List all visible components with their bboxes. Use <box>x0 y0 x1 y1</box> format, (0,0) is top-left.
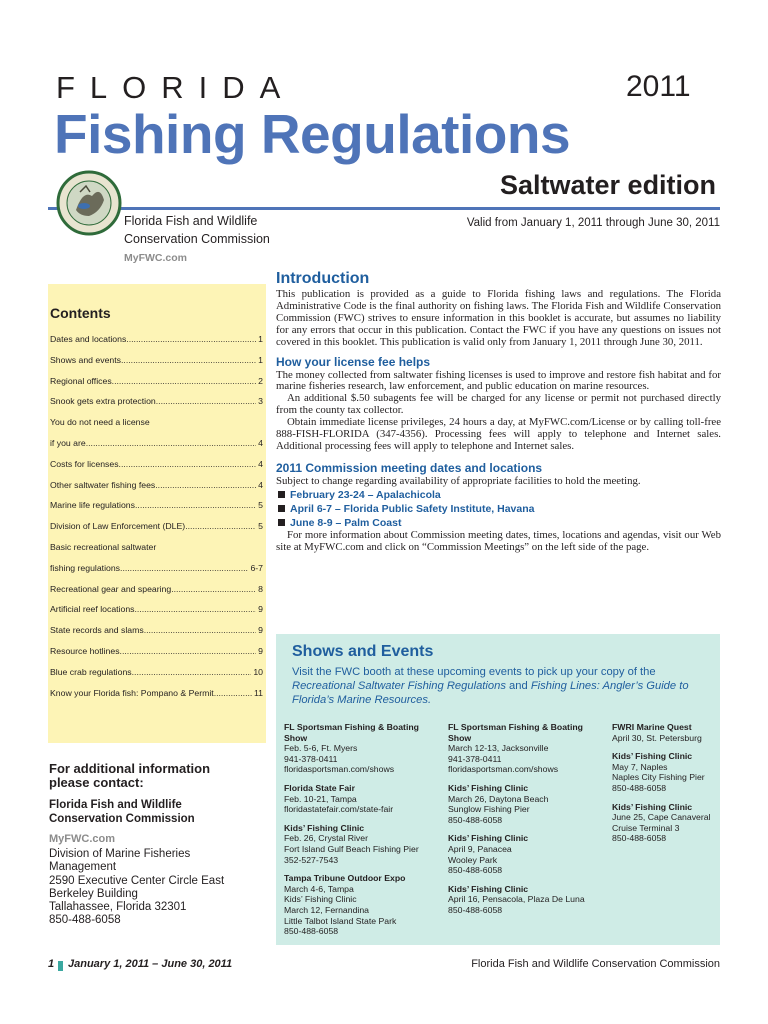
shows-column-2 <box>448 722 608 924</box>
contents-item[interactable] <box>50 579 263 600</box>
additional-info <box>49 762 269 928</box>
event-entry <box>284 823 444 865</box>
additional-org <box>49 798 269 826</box>
event-detail: June 25, Cape Canaveral <box>612 812 711 823</box>
event-detail: 850-488-6058 <box>612 782 667 793</box>
event-title: Kids’ Fishing Clinic <box>448 782 529 793</box>
contents-item[interactable] <box>50 371 263 392</box>
contents-item-label: Dates and locations. <box>50 334 129 344</box>
contents-item-label: fishing regulations <box>50 562 121 573</box>
event-detail: 941-378-0411 <box>284 753 338 764</box>
org-name-line2: Conservation Commission <box>124 232 270 246</box>
event-detail: April 9, Panacea <box>448 843 512 854</box>
contents-item-label: Marine life regulations <box>50 500 135 511</box>
contents-item[interactable] <box>50 683 263 704</box>
contents-item-page: 9 <box>258 604 263 615</box>
meetings-heading: 2011 Commission meeting dates and locations <box>276 460 543 475</box>
contents-item[interactable] <box>50 412 263 433</box>
validity-dates: Valid from January 1, 2011 through June 30, 2011 <box>466 217 720 229</box>
license-paragraph-3: Obtain immediate license privileges, 24 hours a day, at MyFWC.com/License or by calling toll-free 888-FISH-FLORIDA (347-4356). Processing fees will apply to telephone and Internet sales. Additional processing fees will apply to telephone and Internet sales. <box>276 416 721 452</box>
contents-item[interactable] <box>50 537 263 558</box>
website-link[interactable]: MyFWC.com <box>124 252 187 264</box>
contents-item-page: 2 <box>258 375 263 386</box>
contents-item-page: 9 <box>258 625 263 636</box>
contents-item-page: 9 <box>258 645 263 656</box>
contents-item-page: 4 <box>258 458 263 469</box>
contents-item-label: Division of Law Enforcement (DLE) <box>50 521 186 532</box>
footer-org: Florida Fish and Wildlife Conservation Commission <box>471 958 720 970</box>
regulations-title: Recreational Saltwater Fishing Regulations <box>292 680 506 692</box>
address-line: Division of Marine Fisheries <box>49 848 191 860</box>
contents-box <box>48 284 266 743</box>
event-entry <box>612 802 716 844</box>
contents-item-label: Artificial reef locations <box>50 604 135 615</box>
event-detail: March 12-13, Jacksonville <box>448 743 549 754</box>
contents-item-page: 1 <box>258 354 263 365</box>
event-detail: March 4-6, Tampa <box>284 883 354 894</box>
contents-item-label: Resource hotlines <box>50 645 120 656</box>
event-entry <box>284 783 444 815</box>
contents-item[interactable] <box>50 495 263 516</box>
shows-intro-and: and <box>505 680 531 692</box>
contents-item[interactable] <box>50 599 263 620</box>
additional-heading-line2: please contact: <box>49 775 144 790</box>
event-detail: floridasportsman.com/shows <box>448 764 559 775</box>
contents-item-leader <box>155 475 256 496</box>
meeting-item: June 8-9 – Palm Coast <box>276 516 721 530</box>
event-entry <box>612 751 716 793</box>
contents-item[interactable] <box>50 454 263 475</box>
event-detail: Feb. 10-21, Tampa <box>284 793 357 804</box>
address-line: 850-488-6058 <box>49 914 121 927</box>
contents-item-page: 6-7 <box>250 562 263 573</box>
contents-item-leader <box>120 558 248 579</box>
address-line: 2590 Executive Center Circle East <box>49 874 225 887</box>
event-title: FL Sportsman Fishing & Boating Show <box>448 722 583 743</box>
event-detail: 850-488-6058 <box>448 904 503 915</box>
fwc-seal-icon <box>56 166 122 240</box>
event-detail: 941-378-0411 <box>448 753 502 764</box>
contents-item-label: Basic recreational saltwater <box>50 541 157 552</box>
contents-item-page: 8 <box>258 583 263 594</box>
event-detail: Cruise Terminal 3 <box>612 822 680 833</box>
event-detail: Wooley Park <box>448 854 498 865</box>
contents-item-leader <box>144 620 256 641</box>
main-column <box>276 268 721 554</box>
contents-item-label: Costs for licenses. <box>50 458 121 469</box>
org-name <box>124 212 270 248</box>
contents-item-leader <box>129 329 256 350</box>
page-number: 1 <box>48 958 55 970</box>
mailing-address <box>49 848 269 928</box>
contents-item-page: 5 <box>258 500 263 511</box>
additional-heading <box>49 762 269 790</box>
event-detail: Feb. 5-6, Ft. Myers <box>284 743 358 754</box>
contents-item-page: 11 <box>253 687 263 698</box>
contents-item-label: Snook gets extra protection <box>50 396 156 407</box>
event-title: Tampa Tribune Outdoor Expo <box>284 873 406 884</box>
event-detail: 352-527-7543 <box>284 854 339 865</box>
contents-item-label: if you are <box>50 437 86 448</box>
address-line: Tallahassee, Florida 32301 <box>49 901 187 914</box>
footer-date-range: January 1, 2011 – June 30, 2011 <box>68 958 233 970</box>
contents-item-leader <box>114 371 256 392</box>
contents-item-label: You do not need a license <box>50 417 150 428</box>
contents-item-page: 1 <box>258 334 263 344</box>
meetings-more-info: For more information about Commission meeting dates, times, locations and agendas, visit our Web site at MyFWC.com and click on “Commission Meetings” on the left side of the page. <box>276 528 721 553</box>
contents-item-label: Other saltwater fishing fees <box>50 479 156 490</box>
shows-heading: Shows and Events <box>292 643 434 660</box>
contents-item-label: Recreational gear and spearing <box>50 583 172 594</box>
org-name-line1: Florida Fish and Wildlife <box>124 214 258 228</box>
contents-item-page: 4 <box>258 479 263 490</box>
meeting-item: February 23-24 – Apalachicola <box>276 488 721 502</box>
contents-heading: Contents <box>50 305 111 321</box>
event-detail: Feb. 26, Crystal River <box>284 833 369 844</box>
contents-item-label: Shows and events <box>50 354 121 365</box>
contents-item[interactable] <box>50 662 263 683</box>
contents-item-page: 3 <box>258 396 263 407</box>
event-detail: March 26, Daytona Beach <box>448 793 549 804</box>
event-detail: floridasportsman.com/shows <box>284 764 395 775</box>
shows-column-1 <box>284 722 444 945</box>
introduction-body: This publication is provided as a guide to Florida fishing laws and regulations. The Florida Administrative Code is the final authority on fishing laws. The Florida Fish and Wildlife Conservation Commission (FWC) strives to ensure information in this booklet is accurate, but assumes no liability for any errors that occur in this publication. Contact the FWC if you have any questions on issues not covered in this booklet. This publication is valid only from January 1, 2011 through June 30, 2011. <box>276 288 721 348</box>
additional-website-link[interactable]: MyFWC.com <box>49 833 115 845</box>
page-title: Fishing Regulations <box>54 103 571 165</box>
additional-org-line1: Florida Fish and Wildlife <box>49 799 182 811</box>
event-title: Kids’ Fishing Clinic <box>612 801 693 812</box>
event-detail: 850-488-6058 <box>284 926 339 937</box>
state-label: FLORIDA <box>56 70 296 105</box>
event-detail: April 30, St. Petersburg <box>612 732 702 743</box>
event-entry <box>448 783 608 825</box>
contents-item-leader <box>171 579 256 600</box>
contents-item-label: Blue crab regulations <box>50 666 132 677</box>
event-entry <box>284 722 444 775</box>
meetings-list <box>276 488 721 530</box>
event-detail: 850-488-6058 <box>448 814 503 825</box>
license-paragraph-2: An additional $.50 subagents fee will be charged for any license or permit not purchased directly from the county tax collector. <box>276 392 721 417</box>
contents-item-leader <box>120 641 257 662</box>
event-entry <box>448 884 608 916</box>
event-detail: 850-488-6058 <box>612 833 667 844</box>
contents-item[interactable] <box>50 620 263 641</box>
contents-item-leader <box>132 662 252 683</box>
contents-item-leader <box>185 516 256 537</box>
meetings-subtitle: Subject to change regarding availability of appropriate facilities to hold the meeting. <box>276 474 641 487</box>
event-entry <box>448 722 608 775</box>
event-detail: May 7, Naples <box>612 761 668 772</box>
page-marker-icon <box>58 961 63 971</box>
shows-intro-text: Visit the FWC booth at these upcoming events to pick up your copy of the <box>292 666 656 678</box>
address-line: Berkeley Building <box>49 887 138 900</box>
additional-org-line2: Conservation Commission <box>49 813 195 825</box>
shows-column-3 <box>612 722 716 852</box>
event-entry <box>448 833 608 875</box>
event-title: FL Sportsman Fishing & Boating Show <box>284 722 419 743</box>
event-title: Kids’ Fishing Clinic <box>448 833 529 844</box>
event-detail: floridastatefair.com/state-fair <box>284 804 394 815</box>
contents-item[interactable] <box>50 350 263 371</box>
meeting-item: April 6-7 – Florida Public Safety Institute, Havana <box>276 502 721 516</box>
event-title: Kids’ Fishing Clinic <box>284 822 365 833</box>
event-title: Florida State Fair <box>284 782 355 793</box>
event-detail: Little Talbot Island State Park <box>284 915 397 926</box>
contents-item-page: 4 <box>258 437 263 448</box>
contents-item[interactable] <box>50 475 263 496</box>
contents-item[interactable] <box>50 641 263 662</box>
contents-item-leader <box>121 454 256 475</box>
contents-item[interactable] <box>50 433 263 454</box>
contents-item-leader <box>135 599 257 620</box>
contents-item-label: Regional offices. <box>50 375 115 386</box>
contents-list <box>50 329 263 703</box>
event-detail: Naples City Fishing Pier <box>612 772 705 783</box>
contents-item[interactable] <box>50 558 263 579</box>
contents-item-page: 5 <box>258 521 263 532</box>
event-title: Kids’ Fishing Clinic <box>448 883 529 894</box>
shows-intro <box>292 665 712 707</box>
event-title: Kids’ Fishing Clinic <box>612 751 693 762</box>
event-detail: April 16, Pensacola, Plaza De Luna <box>448 894 585 905</box>
event-detail: Kids’ Fishing Clinic <box>284 894 357 905</box>
header-divider <box>48 207 720 210</box>
edition-year: 2011 <box>626 70 691 103</box>
license-heading: How your license fee helps <box>276 354 431 369</box>
contents-item-leader <box>156 391 256 412</box>
license-paragraph-1: The money collected from saltwater fishing licenses is used to improve and restore fish habitat and for marine fisheries research, law enforcement, and public education on marine resources. <box>276 368 721 393</box>
contents-item-label: State records and slams <box>50 625 144 636</box>
contents-item[interactable] <box>50 516 263 537</box>
introduction-heading: Introduction <box>276 270 370 287</box>
additional-heading-line1: For additional information <box>49 761 211 776</box>
contents-item[interactable] <box>50 329 263 350</box>
contents-item-page: 10 <box>253 666 263 677</box>
address-line: Management <box>49 861 117 874</box>
fishing-lines-title: Fishing Lines: Angler’s Guide to Florida’s Marine Resources. <box>292 680 689 706</box>
event-title: FWRI Marine Quest <box>612 722 692 732</box>
event-detail: 850-488-6058 <box>448 865 503 876</box>
event-entry <box>284 873 444 937</box>
event-detail: Fort Island Gulf Beach Fishing Pier <box>284 843 419 854</box>
event-detail: Sunglow Fishing Pier <box>448 804 530 815</box>
contents-item-leader <box>135 495 256 516</box>
contents-item-leader <box>86 433 256 454</box>
edition-subtitle: Saltwater edition <box>500 170 717 200</box>
event-entry <box>612 722 716 743</box>
contents-item-leader <box>121 350 256 371</box>
shows-events-box <box>276 634 720 945</box>
contents-item[interactable] <box>50 391 263 412</box>
contents-item-label: Know your Florida fish: Pompano & Permit <box>50 687 214 698</box>
contents-item-leader <box>214 683 252 704</box>
event-detail: March 12, Fernandina <box>284 904 369 915</box>
